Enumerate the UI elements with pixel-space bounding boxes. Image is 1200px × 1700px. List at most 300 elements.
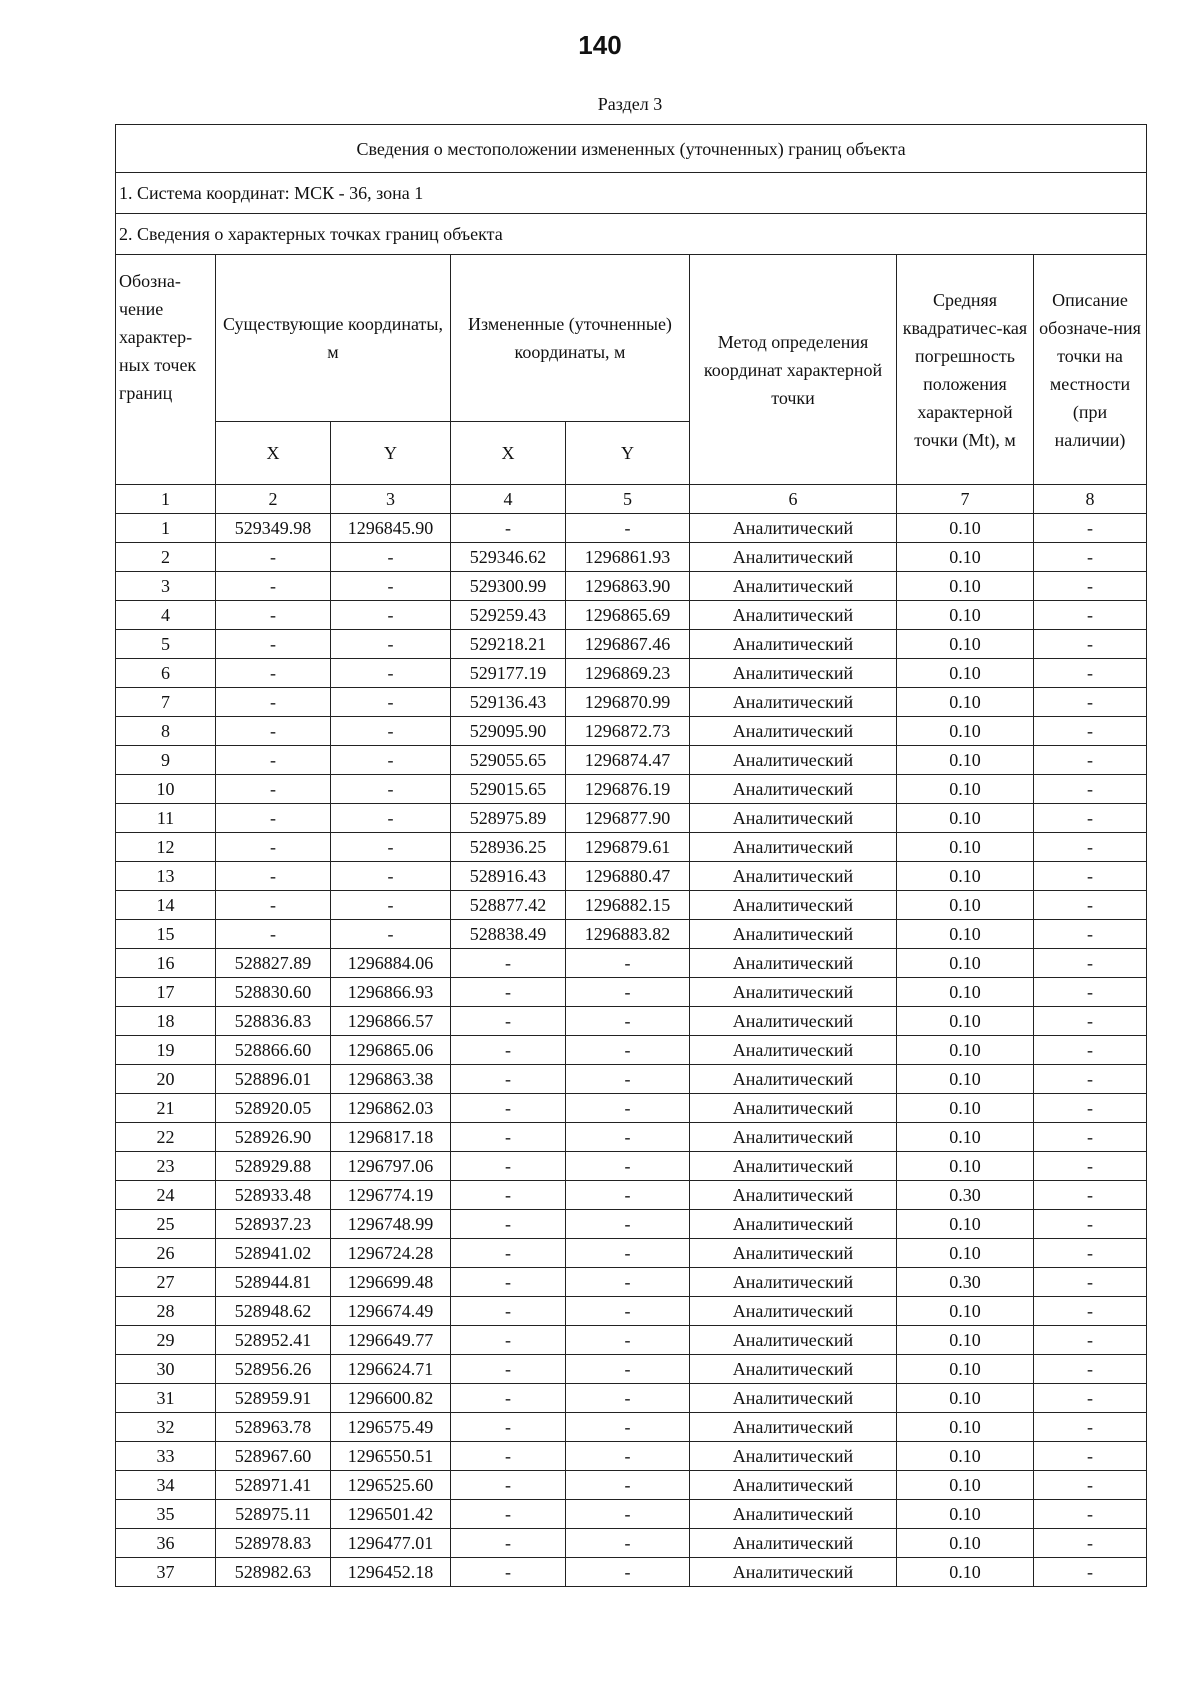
cell-method: Аналитический — [690, 1268, 897, 1297]
table-row — [116, 1036, 1147, 1065]
cell-changed-y: - — [566, 1036, 690, 1065]
cell-existing-y: 1296774.19 — [331, 1181, 451, 1210]
cell-method: Аналитический — [690, 1413, 897, 1442]
cell-error: 0.10 — [897, 601, 1034, 630]
cell-changed-y: 1296882.15 — [566, 891, 690, 920]
cell-description: - — [1034, 601, 1147, 630]
cell-changed-y: 1296869.23 — [566, 659, 690, 688]
cell-existing-y: - — [331, 601, 451, 630]
table-row — [116, 1239, 1147, 1268]
cell-description: - — [1034, 1123, 1147, 1152]
cell-changed-y: - — [566, 1413, 690, 1442]
cell-existing-x: - — [216, 659, 331, 688]
table-row — [116, 1297, 1147, 1326]
cell-description: - — [1034, 1036, 1147, 1065]
cell-method: Аналитический — [690, 1094, 897, 1123]
cell-changed-y: - — [566, 1471, 690, 1500]
cell-point-number: 1 — [116, 514, 216, 543]
cell-point-number: 31 — [116, 1384, 216, 1413]
cell-existing-y: - — [331, 804, 451, 833]
cell-point-number: 7 — [116, 688, 216, 717]
cell-point-number: 23 — [116, 1152, 216, 1181]
table-row — [116, 1210, 1147, 1239]
cell-point-number: 20 — [116, 1065, 216, 1094]
cell-point-number: 34 — [116, 1471, 216, 1500]
cell-error: 0.10 — [897, 1529, 1034, 1558]
cell-method: Аналитический — [690, 1326, 897, 1355]
cell-point-number: 9 — [116, 746, 216, 775]
cell-point-number: 33 — [116, 1442, 216, 1471]
cell-error: 0.30 — [897, 1268, 1034, 1297]
cell-existing-x: 528929.88 — [216, 1152, 331, 1181]
cell-existing-x: 529349.98 — [216, 514, 331, 543]
coordinate-system-row — [116, 173, 1147, 214]
cell-method: Аналитический — [690, 630, 897, 659]
cell-error: 0.10 — [897, 1500, 1034, 1529]
cell-changed-x: - — [451, 1355, 566, 1384]
cell-existing-x: 528959.91 — [216, 1384, 331, 1413]
cell-existing-x: 528982.63 — [216, 1558, 331, 1587]
table-title-row — [116, 125, 1147, 173]
cell-method: Аналитический — [690, 1297, 897, 1326]
table-row — [116, 543, 1147, 572]
cell-existing-y: 1296817.18 — [331, 1123, 451, 1152]
cell-description: - — [1034, 1152, 1147, 1181]
cell-changed-x: - — [451, 1123, 566, 1152]
cell-changed-x: - — [451, 1413, 566, 1442]
cell-method: Аналитический — [690, 514, 897, 543]
cell-error: 0.10 — [897, 543, 1034, 572]
cell-method: Аналитический — [690, 746, 897, 775]
cell-error: 0.10 — [897, 891, 1034, 920]
cell-changed-y: 1296863.90 — [566, 572, 690, 601]
cell-changed-x: 529177.19 — [451, 659, 566, 688]
cell-existing-x: - — [216, 775, 331, 804]
cell-existing-x: 528866.60 — [216, 1036, 331, 1065]
cell-changed-x: - — [451, 978, 566, 1007]
cell-method: Аналитический — [690, 804, 897, 833]
table-row — [116, 688, 1147, 717]
cell-changed-x: - — [451, 1384, 566, 1413]
cell-changed-y: - — [566, 1123, 690, 1152]
cell-method: Аналитический — [690, 1558, 897, 1587]
cell-changed-y: - — [566, 1500, 690, 1529]
table-row — [116, 746, 1147, 775]
cell-method: Аналитический — [690, 572, 897, 601]
cell-changed-x: 529055.65 — [451, 746, 566, 775]
cell-existing-y: 1296866.93 — [331, 978, 451, 1007]
table-row — [116, 1007, 1147, 1036]
cell-method: Аналитический — [690, 1384, 897, 1413]
cell-point-number: 15 — [116, 920, 216, 949]
cell-changed-x: 529259.43 — [451, 601, 566, 630]
cell-changed-y: - — [566, 1007, 690, 1036]
points-heading: 2. Сведения о характерных точках границ объекта — [116, 214, 1147, 255]
cell-existing-y: 1296550.51 — [331, 1442, 451, 1471]
cell-method: Аналитический — [690, 920, 897, 949]
cell-point-number: 16 — [116, 949, 216, 978]
cell-existing-y: - — [331, 891, 451, 920]
table-body — [116, 125, 1147, 1587]
table-row — [116, 1181, 1147, 1210]
cell-description: - — [1034, 1442, 1147, 1471]
cell-changed-y: - — [566, 978, 690, 1007]
cell-changed-x: 529300.99 — [451, 572, 566, 601]
cell-description: - — [1034, 833, 1147, 862]
table-row — [116, 949, 1147, 978]
cell-method: Аналитический — [690, 1007, 897, 1036]
header-existing-x: X — [216, 422, 331, 485]
column-number: 6 — [690, 485, 897, 514]
header-method: Метод определения координат характерной точки — [690, 255, 897, 485]
table-row — [116, 978, 1147, 1007]
cell-existing-x: 528920.05 — [216, 1094, 331, 1123]
table-row — [116, 833, 1147, 862]
cell-description: - — [1034, 1500, 1147, 1529]
cell-changed-x: - — [451, 1036, 566, 1065]
cell-existing-y: 1296797.06 — [331, 1152, 451, 1181]
table-row — [116, 717, 1147, 746]
cell-changed-y: - — [566, 1355, 690, 1384]
table-row — [116, 1558, 1147, 1587]
cell-description: - — [1034, 1268, 1147, 1297]
cell-point-number: 12 — [116, 833, 216, 862]
table-row — [116, 1413, 1147, 1442]
cell-description: - — [1034, 1239, 1147, 1268]
cell-changed-y: 1296865.69 — [566, 601, 690, 630]
cell-error: 0.10 — [897, 659, 1034, 688]
cell-existing-x: 528967.60 — [216, 1442, 331, 1471]
header-changed-x: X — [451, 422, 566, 485]
cell-point-number: 26 — [116, 1239, 216, 1268]
cell-error: 0.10 — [897, 514, 1034, 543]
cell-existing-y: - — [331, 833, 451, 862]
cell-changed-y: - — [566, 1326, 690, 1355]
cell-existing-y: 1296452.18 — [331, 1558, 451, 1587]
column-number: 4 — [451, 485, 566, 514]
cell-existing-x: 528937.23 — [216, 1210, 331, 1239]
cell-changed-x: 528877.42 — [451, 891, 566, 920]
cell-error: 0.10 — [897, 572, 1034, 601]
table-row — [116, 862, 1147, 891]
cell-point-number: 6 — [116, 659, 216, 688]
cell-method: Аналитический — [690, 833, 897, 862]
cell-method: Аналитический — [690, 1036, 897, 1065]
coordinate-system: 1. Система координат: МСК - 36, зона 1 — [116, 173, 1147, 214]
table-row — [116, 572, 1147, 601]
table-row — [116, 601, 1147, 630]
cell-changed-y: 1296861.93 — [566, 543, 690, 572]
cell-changed-x: - — [451, 1500, 566, 1529]
cell-existing-x: 528836.83 — [216, 1007, 331, 1036]
column-number: 3 — [331, 485, 451, 514]
cell-existing-y: - — [331, 688, 451, 717]
cell-existing-x: - — [216, 688, 331, 717]
cell-existing-x: 528952.41 — [216, 1326, 331, 1355]
cell-existing-y: - — [331, 920, 451, 949]
cell-changed-y: 1296876.19 — [566, 775, 690, 804]
cell-existing-x: 528978.83 — [216, 1529, 331, 1558]
cell-error: 0.10 — [897, 978, 1034, 1007]
cell-method: Аналитический — [690, 1065, 897, 1094]
cell-point-number: 18 — [116, 1007, 216, 1036]
cell-point-number: 8 — [116, 717, 216, 746]
cell-description: - — [1034, 804, 1147, 833]
table-row — [116, 1500, 1147, 1529]
cell-method: Аналитический — [690, 1239, 897, 1268]
points-heading-row — [116, 214, 1147, 255]
cell-changed-x: 529136.43 — [451, 688, 566, 717]
cell-existing-y: 1296866.57 — [331, 1007, 451, 1036]
cell-point-number: 25 — [116, 1210, 216, 1239]
cell-error: 0.10 — [897, 1558, 1034, 1587]
table-row — [116, 1094, 1147, 1123]
cell-existing-x: - — [216, 891, 331, 920]
cell-changed-x: - — [451, 1268, 566, 1297]
header-designation: Обозна-чение характер-ных точек границ — [116, 255, 216, 485]
header-existing: Существующие координаты, м — [216, 255, 451, 422]
cell-existing-x: 528896.01 — [216, 1065, 331, 1094]
cell-description: - — [1034, 572, 1147, 601]
cell-error: 0.10 — [897, 1384, 1034, 1413]
cell-error: 0.10 — [897, 1036, 1034, 1065]
cell-point-number: 11 — [116, 804, 216, 833]
header-description: Описание обозначе-ния точки на местности (при наличии) — [1034, 255, 1147, 485]
cell-changed-y: - — [566, 1268, 690, 1297]
cell-error: 0.10 — [897, 688, 1034, 717]
cell-changed-x: - — [451, 1471, 566, 1500]
cell-changed-x: - — [451, 514, 566, 543]
table-row — [116, 1442, 1147, 1471]
cell-existing-x: 528975.11 — [216, 1500, 331, 1529]
cell-point-number: 17 — [116, 978, 216, 1007]
cell-changed-y: 1296870.99 — [566, 688, 690, 717]
header-changed: Измененные (уточненные) координаты, м — [451, 255, 690, 422]
cell-error: 0.10 — [897, 717, 1034, 746]
cell-error: 0.10 — [897, 949, 1034, 978]
table-row — [116, 659, 1147, 688]
cell-existing-y: 1296884.06 — [331, 949, 451, 978]
cell-existing-x: - — [216, 862, 331, 891]
cell-point-number: 29 — [116, 1326, 216, 1355]
cell-existing-y: - — [331, 572, 451, 601]
cell-changed-x: 528975.89 — [451, 804, 566, 833]
cell-error: 0.30 — [897, 1181, 1034, 1210]
cell-description: - — [1034, 1558, 1147, 1587]
cell-point-number: 21 — [116, 1094, 216, 1123]
cell-point-number: 28 — [116, 1297, 216, 1326]
cell-description: - — [1034, 630, 1147, 659]
table-row — [116, 1355, 1147, 1384]
cell-point-number: 30 — [116, 1355, 216, 1384]
header-changed-y: Y — [566, 422, 690, 485]
cell-changed-x: - — [451, 1297, 566, 1326]
cell-changed-x: 529346.62 — [451, 543, 566, 572]
cell-error: 0.10 — [897, 1442, 1034, 1471]
cell-description: - — [1034, 1355, 1147, 1384]
cell-error: 0.10 — [897, 1239, 1034, 1268]
cell-method: Аналитический — [690, 717, 897, 746]
cell-method: Аналитический — [690, 1123, 897, 1152]
cell-description: - — [1034, 1297, 1147, 1326]
cell-changed-x: - — [451, 949, 566, 978]
cell-description: - — [1034, 1384, 1147, 1413]
cell-description: - — [1034, 862, 1147, 891]
cell-error: 0.10 — [897, 1210, 1034, 1239]
cell-changed-y: 1296872.73 — [566, 717, 690, 746]
column-number: 5 — [566, 485, 690, 514]
cell-existing-y: 1296845.90 — [331, 514, 451, 543]
cell-description: - — [1034, 1065, 1147, 1094]
cell-point-number: 10 — [116, 775, 216, 804]
cell-description: - — [1034, 717, 1147, 746]
cell-point-number: 35 — [116, 1500, 216, 1529]
cell-existing-x: 528963.78 — [216, 1413, 331, 1442]
cell-existing-x: - — [216, 543, 331, 572]
cell-existing-x: - — [216, 746, 331, 775]
header-error: Средняя квадратичес-кая погрешность положения характерной точки (Mt), м — [897, 255, 1034, 485]
cell-changed-y: 1296874.47 — [566, 746, 690, 775]
column-number: 1 — [116, 485, 216, 514]
cell-existing-x: - — [216, 572, 331, 601]
cell-existing-x: 528956.26 — [216, 1355, 331, 1384]
cell-changed-y: 1296879.61 — [566, 833, 690, 862]
cell-existing-x: - — [216, 601, 331, 630]
cell-changed-x: 529015.65 — [451, 775, 566, 804]
cell-existing-y: - — [331, 746, 451, 775]
cell-method: Аналитический — [690, 601, 897, 630]
cell-existing-x: 528941.02 — [216, 1239, 331, 1268]
cell-method: Аналитический — [690, 775, 897, 804]
cell-method: Аналитический — [690, 1181, 897, 1210]
cell-error: 0.10 — [897, 746, 1034, 775]
cell-point-number: 3 — [116, 572, 216, 601]
header-row-1 — [116, 255, 1147, 422]
boundary-points-table — [115, 124, 1147, 1587]
cell-description: - — [1034, 1529, 1147, 1558]
column-number: 8 — [1034, 485, 1147, 514]
cell-method: Аналитический — [690, 978, 897, 1007]
cell-point-number: 22 — [116, 1123, 216, 1152]
cell-point-number: 13 — [116, 862, 216, 891]
cell-point-number: 27 — [116, 1268, 216, 1297]
header-existing-y: Y — [331, 422, 451, 485]
cell-description: - — [1034, 949, 1147, 978]
cell-description: - — [1034, 1326, 1147, 1355]
cell-changed-y: - — [566, 1442, 690, 1471]
cell-changed-y: - — [566, 514, 690, 543]
cell-changed-y: - — [566, 1529, 690, 1558]
cell-point-number: 5 — [116, 630, 216, 659]
section-label: Раздел 3 — [597, 94, 663, 114]
cell-method: Аналитический — [690, 1471, 897, 1500]
page-number: 140 — [578, 30, 622, 60]
cell-description: - — [1034, 1413, 1147, 1442]
cell-error: 0.10 — [897, 1094, 1034, 1123]
cell-description: - — [1034, 920, 1147, 949]
cell-existing-y: 1296724.28 — [331, 1239, 451, 1268]
cell-description: - — [1034, 891, 1147, 920]
cell-existing-x: - — [216, 717, 331, 746]
column-number: 7 — [897, 485, 1034, 514]
cell-point-number: 36 — [116, 1529, 216, 1558]
cell-existing-x: 528830.60 — [216, 978, 331, 1007]
cell-method: Аналитический — [690, 891, 897, 920]
cell-description: - — [1034, 1210, 1147, 1239]
cell-existing-y: - — [331, 659, 451, 688]
cell-error: 0.10 — [897, 1326, 1034, 1355]
cell-existing-x: 528944.81 — [216, 1268, 331, 1297]
cell-changed-y: - — [566, 1181, 690, 1210]
cell-method: Аналитический — [690, 688, 897, 717]
cell-error: 0.10 — [897, 775, 1034, 804]
table-row — [116, 1471, 1147, 1500]
cell-error: 0.10 — [897, 1355, 1034, 1384]
column-number-row — [116, 485, 1147, 514]
cell-changed-y: - — [566, 1210, 690, 1239]
cell-changed-y: - — [566, 1384, 690, 1413]
cell-method: Аналитический — [690, 1210, 897, 1239]
cell-changed-y: - — [566, 1558, 690, 1587]
cell-changed-y: 1296877.90 — [566, 804, 690, 833]
table-row — [116, 630, 1147, 659]
cell-changed-x: - — [451, 1181, 566, 1210]
table-row — [116, 1152, 1147, 1181]
cell-existing-y: - — [331, 543, 451, 572]
cell-existing-y: 1296865.06 — [331, 1036, 451, 1065]
cell-method: Аналитический — [690, 1500, 897, 1529]
cell-error: 0.10 — [897, 1297, 1034, 1326]
cell-point-number: 32 — [116, 1413, 216, 1442]
table-row — [116, 1123, 1147, 1152]
cell-changed-x: 528916.43 — [451, 862, 566, 891]
table-row — [116, 1065, 1147, 1094]
cell-existing-y: 1296575.49 — [331, 1413, 451, 1442]
cell-existing-y: 1296624.71 — [331, 1355, 451, 1384]
cell-description: - — [1034, 1181, 1147, 1210]
cell-error: 0.10 — [897, 1065, 1034, 1094]
cell-existing-y: 1296501.42 — [331, 1500, 451, 1529]
cell-error: 0.10 — [897, 1413, 1034, 1442]
table-row — [116, 1384, 1147, 1413]
cell-method: Аналитический — [690, 543, 897, 572]
cell-existing-y: 1296699.48 — [331, 1268, 451, 1297]
cell-point-number: 14 — [116, 891, 216, 920]
cell-method: Аналитический — [690, 1529, 897, 1558]
cell-point-number: 24 — [116, 1181, 216, 1210]
cell-existing-y: 1296477.01 — [331, 1529, 451, 1558]
cell-error: 0.10 — [897, 862, 1034, 891]
table-row — [116, 804, 1147, 833]
cell-method: Аналитический — [690, 949, 897, 978]
cell-error: 0.10 — [897, 920, 1034, 949]
cell-changed-y: 1296867.46 — [566, 630, 690, 659]
cell-error: 0.10 — [897, 1152, 1034, 1181]
table-row — [116, 891, 1147, 920]
cell-changed-x: 528838.49 — [451, 920, 566, 949]
cell-error: 0.10 — [897, 1007, 1034, 1036]
cell-changed-x: - — [451, 1239, 566, 1268]
cell-changed-y: - — [566, 1152, 690, 1181]
cell-error: 0.10 — [897, 1471, 1034, 1500]
cell-existing-y: - — [331, 775, 451, 804]
cell-description: - — [1034, 688, 1147, 717]
cell-description: - — [1034, 1094, 1147, 1123]
table-row — [116, 1268, 1147, 1297]
cell-method: Аналитический — [690, 1152, 897, 1181]
cell-description: - — [1034, 1007, 1147, 1036]
column-number: 2 — [216, 485, 331, 514]
